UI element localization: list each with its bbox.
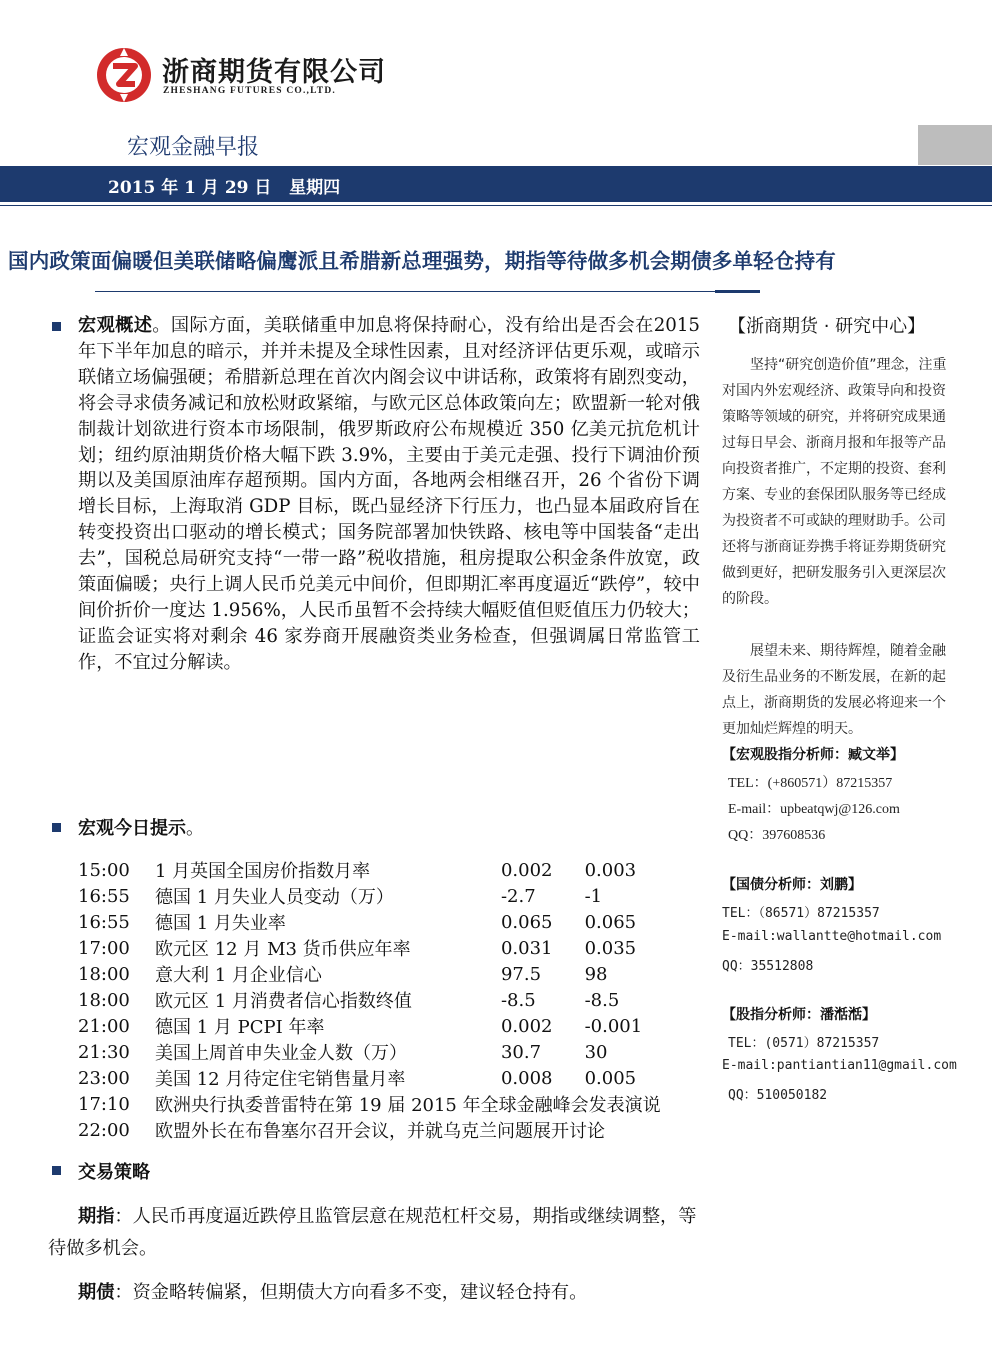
table-row: [78, 1091, 661, 1117]
event-previous: -2.7: [500, 885, 536, 907]
event-name: 德国 1 月 PCPI 年率: [155, 1017, 325, 1038]
section-title: 宏观概述: [78, 315, 153, 336]
header-gray-block: [918, 125, 992, 165]
event-previous: 0.002: [500, 859, 553, 881]
event-time: 21:00: [78, 1015, 130, 1037]
analyst-email: E-mail:wallantte@hotmail.com: [722, 929, 942, 944]
event-time: 18:00: [78, 963, 130, 985]
table-row: [78, 961, 661, 987]
table-row: [78, 857, 661, 883]
analyst-qq: QQ：510050182: [728, 1088, 828, 1103]
event-name: 美国 12 月待定住宅销售量月率: [155, 1069, 406, 1090]
event-forecast: -0.001: [584, 1015, 643, 1037]
divider: [95, 291, 715, 292]
event-previous: 30.7: [500, 1041, 542, 1063]
sidebar-intro: 坚持“研究创造价值”理念，注重对国内外宏观经济、政策导向和投资策略等领域的研究，并将研究成果通过每日早会、浙商月报和年报等产品向投资者推广，不定期的投资、套利方案、专业的套保团队服务等已经成为投资者不可或缺的理财助手。公司还将与浙商证券携手将证券期货研究做到更好，把研发服务引入更深层次的阶段。: [722, 357, 947, 607]
analyst-name: 【股指分析师：潘湉湉】: [722, 1007, 876, 1023]
event-time: 17:10: [78, 1093, 130, 1115]
event-previous: 0.002: [500, 1015, 553, 1037]
event-name: 欧元区 1 月消费者信心指数终值: [155, 991, 412, 1012]
event-forecast: -1: [584, 885, 603, 907]
event-forecast: 0.035: [584, 937, 637, 959]
event-forecast: 98: [584, 963, 608, 985]
sidebar-outlook: 展望未来、期待辉煌，随着金融及衍生品业务的不断发展，在新的起点上，浙商期货的发展必将迎来一个更加灿烂辉煌的明天。: [722, 643, 946, 737]
table-row: [78, 935, 661, 961]
event-name: 欧洲央行执委普雷特在第 19 届 2015 年全球金融峰会发表演说: [155, 1095, 661, 1116]
event-time: 21:30: [78, 1041, 130, 1063]
table-row: [78, 909, 661, 935]
event-name: 美国上周首申失业金人数（万）: [155, 1043, 407, 1064]
strategy-bonds: 期债：资金略转偏紧，但期债大方向看多不变，建议轻仓持有。: [78, 1282, 588, 1303]
event-previous: 0.031: [500, 937, 553, 959]
event-name: 意大利 1 月企业信心: [155, 965, 322, 986]
analyst-name: 【宏观股指分析师：臧文举】: [722, 747, 904, 763]
report-date: 2015 年 1 月 29 日 星期四: [108, 178, 341, 198]
analyst-qq: QQ：35512808: [722, 959, 814, 974]
event-forecast: 30: [584, 1041, 608, 1063]
table-row: [78, 1013, 661, 1039]
event-forecast: 0.065: [584, 911, 637, 933]
table-row: [78, 1117, 661, 1143]
headline: 国内政策面偏暖但美联储略偏鹰派且希腊新总理强势，期指等待做多机会期债多单轻仓持有: [8, 249, 836, 273]
bullet-icon: [52, 823, 61, 832]
report-title: 宏观金融早报: [127, 135, 260, 160]
divider: [715, 290, 760, 293]
sidebar-title: 【浙商期货 · 研究中心】: [728, 316, 926, 337]
event-time: 15:00: [78, 859, 130, 881]
event-forecast: 0.005: [584, 1067, 637, 1089]
events-table: [78, 857, 661, 1143]
table-row: [78, 1065, 661, 1091]
overview-text: 。国际方面，美联储重申加息将保持耐心，没有给出是否会在2015 年下半年加息的暗示，并并未提及全球性因素，且对经济评估更乐观，或暗示联储立场偏强硬；希腊新总理在首次内阁会议中讲话称，政策将有剧烈变动，将会寻求债务减记和放松财政紧缩，与欧元区总体政策向左；欧盟新一轮对俄制裁计划欲进行资本市场限制，俄罗斯政府公布规模近 350 亿美元抗危机计划；纽约原油期货价格大幅下跌 3.9%，主要由于美元走强、投行下调油价预期以及美国原油库存超预期。国内方面，各地两会相继召开，26 个省份下调增长目标，上海取消 GDP 目标，既凸显经济下行压力，也凸显本届政府旨在转变投资出口驱动的增长模式；国务院部署加快铁路、核电等中国装备“走出去”，国税总局研究支持“一带一路”税收措施，租房提取公积金条件放宽，政策面偏暖；央行上调人民币兑美元中间价，但即期汇率再度逼近“跌停”，较中间价折价一度达 1.956%，人民币虽暂不会持续大幅贬值但贬值压力仍较大；证监会证实将对剩余 46 家券商开展融资类业务检查，但强调属日常监管工作，不宜过分解读。: [78, 315, 700, 673]
event-name: 欧元区 12 月 M3 货币供应年率: [155, 939, 411, 960]
event-previous: 0.008: [500, 1067, 553, 1089]
table-row: [78, 987, 661, 1013]
event-name: 1 月英国全国房价指数月率: [155, 861, 371, 882]
bullet-icon: [52, 322, 61, 331]
table-row: [78, 1039, 661, 1065]
analyst-tel: TEL：（86571）87215357: [722, 906, 880, 921]
event-time: 23:00: [78, 1067, 130, 1089]
event-time: 16:55: [78, 885, 130, 907]
event-forecast: -8.5: [584, 989, 620, 1011]
company-name-cn: 浙商期货有限公司: [162, 57, 386, 88]
table-row: [78, 883, 661, 909]
event-name: 欧盟外长在布鲁塞尔召开会议，并就乌克兰问题展开讨论: [155, 1121, 605, 1142]
event-time: 22:00: [78, 1119, 130, 1141]
company-logo: [95, 46, 153, 104]
event-time: 18:00: [78, 989, 130, 1011]
analyst-email: E-mail:pantiantian11@gmail.com: [722, 1058, 957, 1073]
bullet-icon: [52, 1166, 61, 1175]
event-previous: -8.5: [500, 989, 536, 1011]
strategy-futures: 期指：人民币再度逼近跌停且监管层意在规范杠杆交易，期指或继续调整，等待做多机会。: [48, 1206, 697, 1259]
analyst-email: E-mail：upbeatqwj@126.com: [728, 802, 900, 817]
strategy-label: 期债: [78, 1282, 115, 1303]
company-name-en: ZHESHANG FUTURES CO.,LTD.: [163, 86, 336, 96]
macro-overview: [78, 313, 700, 676]
event-name: 德国 1 月失业率: [155, 913, 286, 934]
strategy-label: 期指: [78, 1206, 115, 1227]
event-previous: 0.065: [500, 911, 553, 933]
divider: [0, 205, 992, 206]
event-forecast: 0.003: [584, 859, 637, 881]
analyst-tel: TEL：(0571）87215357: [728, 1036, 880, 1051]
event-time: 16:55: [78, 911, 130, 933]
event-name: 德国 1 月失业人员变动（万）: [155, 887, 394, 908]
event-previous: 97.5: [500, 963, 542, 985]
section-title-today: 宏观今日提示。: [78, 818, 204, 839]
event-time: 17:00: [78, 937, 130, 959]
analyst-qq: QQ：397608536: [728, 828, 826, 843]
analyst-name: 【国债分析师：刘鹏】: [722, 877, 862, 893]
section-title-strategy: 交易策略: [78, 1162, 150, 1183]
analyst-tel: TEL：(+860571）87215357: [728, 776, 893, 791]
